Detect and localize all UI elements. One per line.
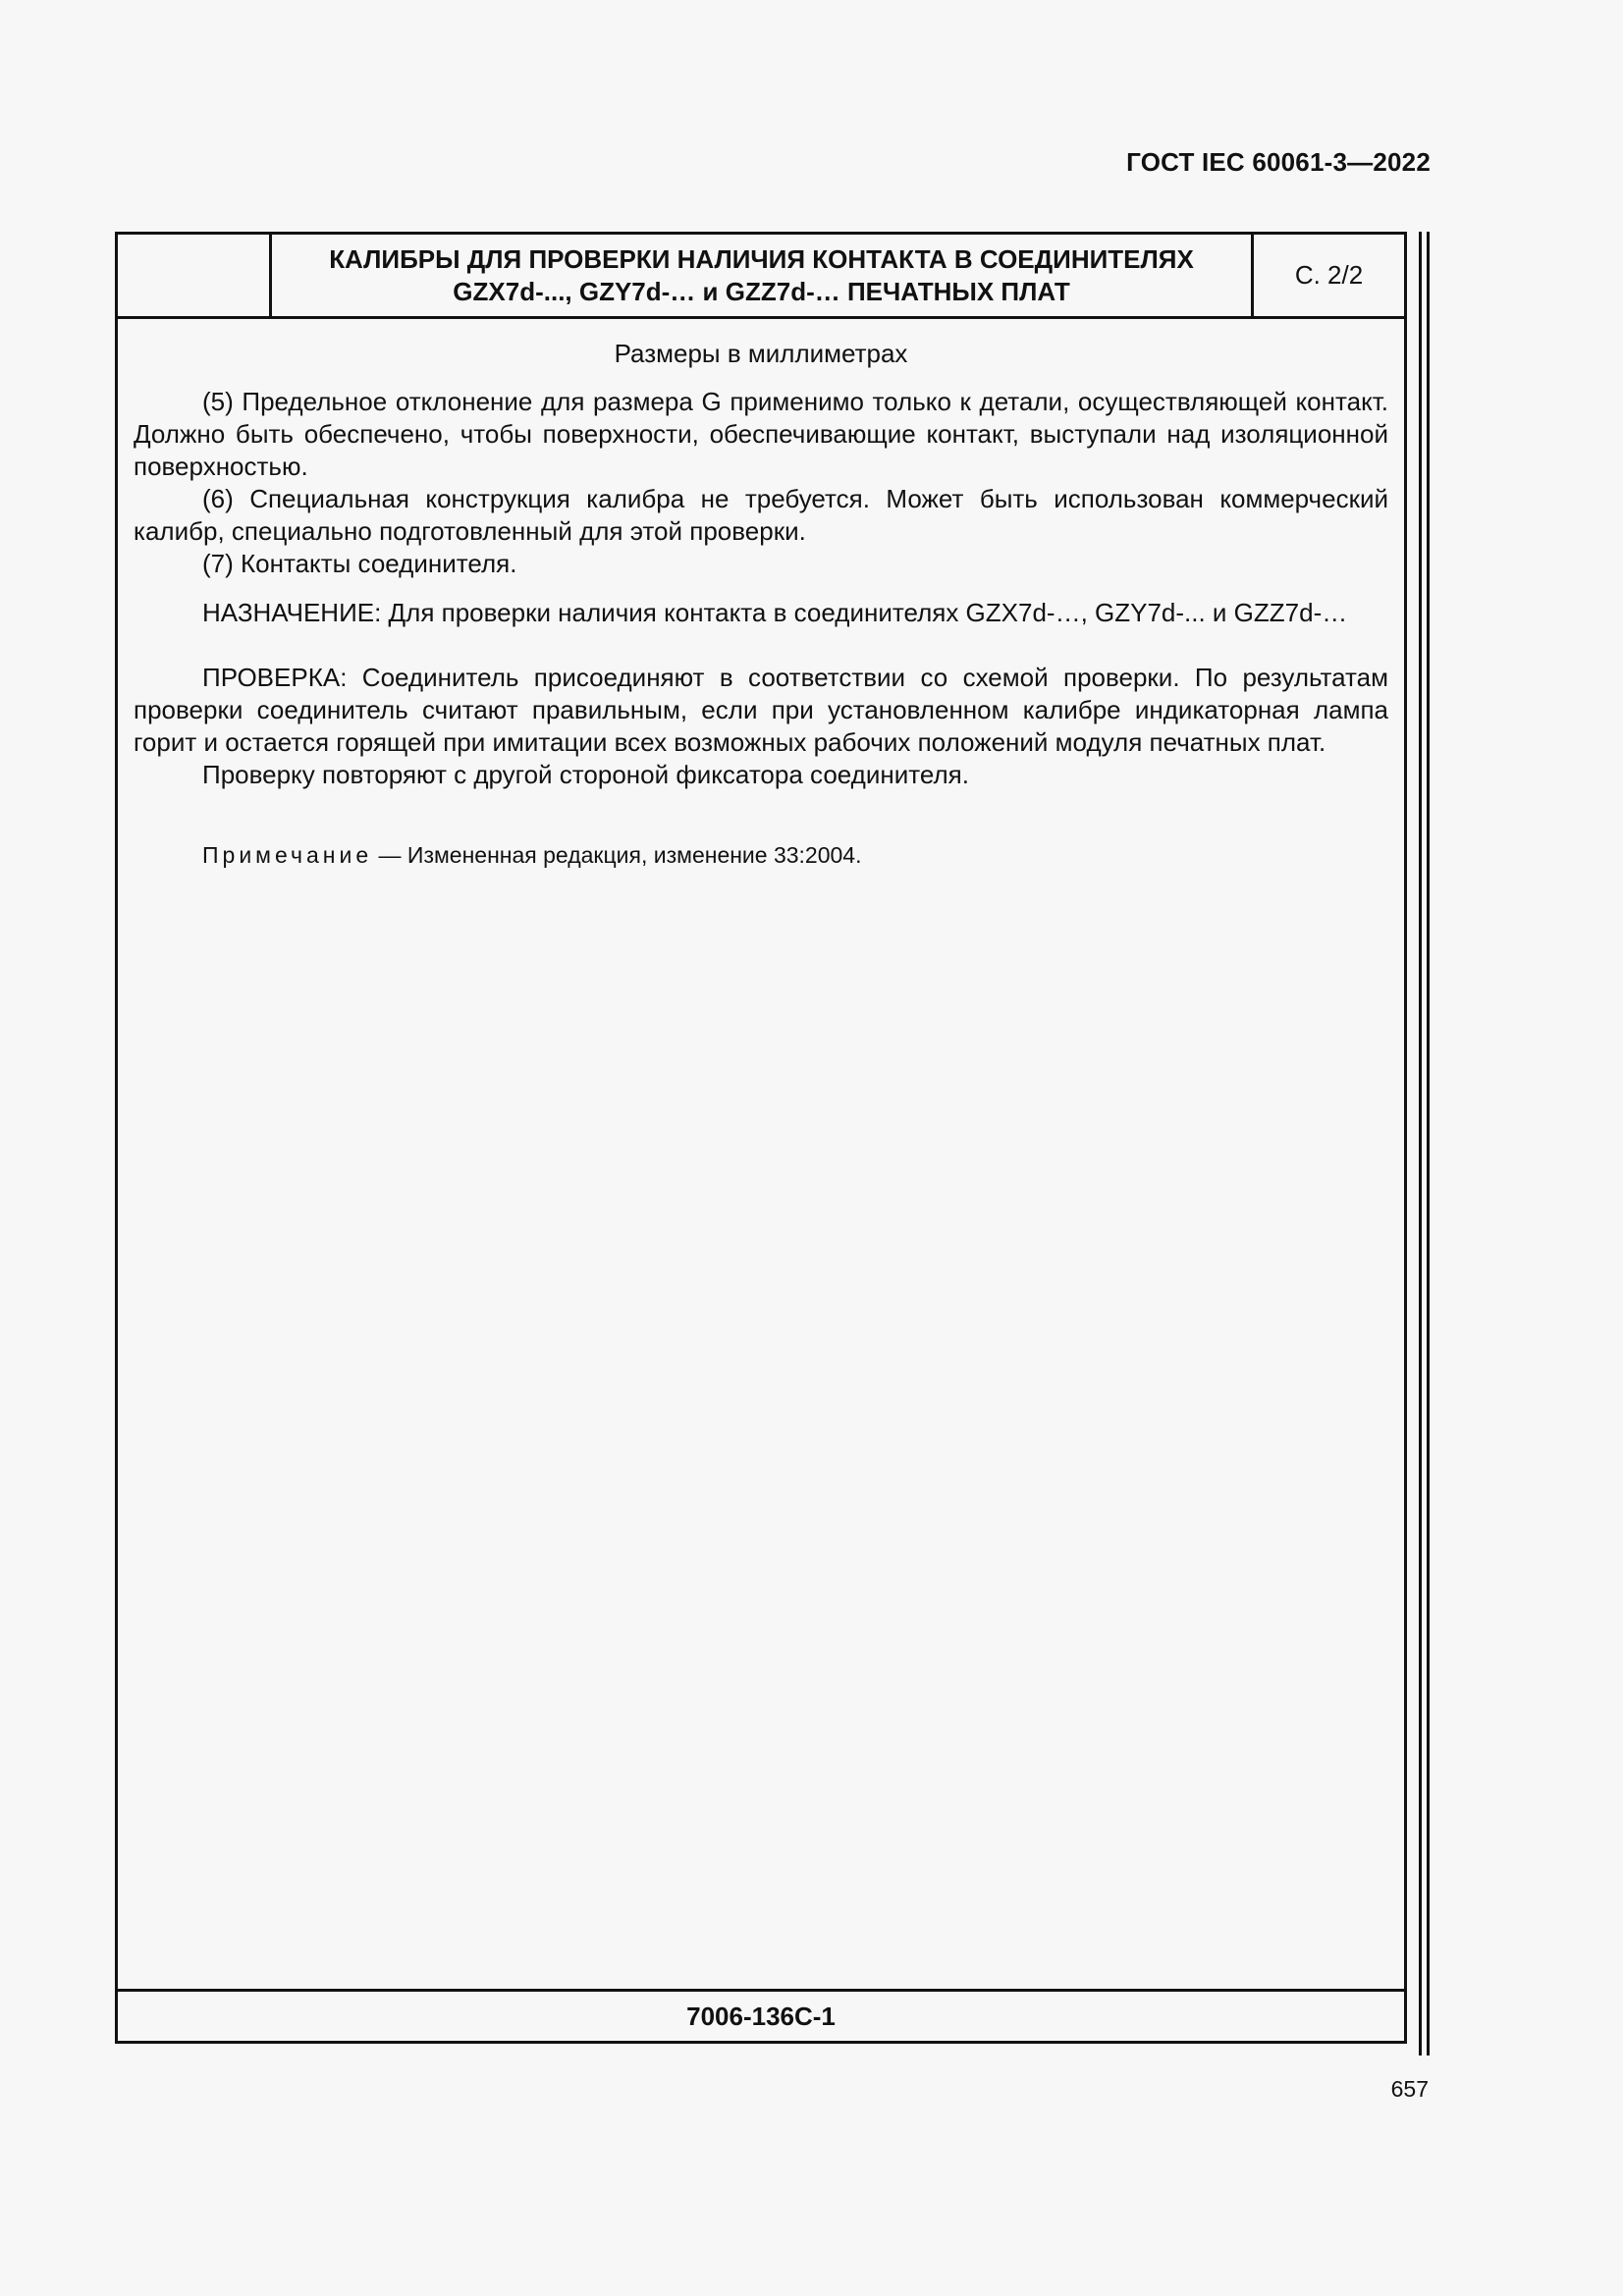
- sheet-frame: [115, 232, 1407, 2044]
- repeat-paragraph: Проверку повторяют с другой стороной фиксатора соединителя.: [202, 760, 969, 789]
- sheet-title-line2: GZX7d-..., GZY7d-… и GZZ7d-… ПЕЧАТНЫХ ПЛАТ: [453, 276, 1070, 306]
- side-rule: [1427, 232, 1430, 2056]
- remark: [134, 840, 1388, 870]
- page-number: 657: [1390, 2076, 1429, 2102]
- document-code: ГОСТ IEC 60061-3—2022: [1126, 147, 1431, 177]
- purpose-paragraph: НАЗНАЧЕНИЕ: Для проверки наличия контакта в соединителях GZX7d-…, GZY7d-... и GZZ7d-…: [202, 598, 1348, 627]
- header-empty-cell: [118, 235, 272, 316]
- note-6: (6) Специальная конструкция калибра не требуется. Может быть использован коммерческий калибр, специально подготовленный для этой проверки.: [134, 484, 1388, 546]
- sheet-page-label: С. 2/2: [1294, 260, 1364, 290]
- note-7: (7) Контакты соединителя.: [202, 549, 517, 578]
- sheet-header: [118, 235, 1404, 319]
- check-paragraph: ПРОВЕРКА: Соединитель присоединяют в соответствии со схемой проверки. По результатам проверки соединитель считают правильным, если при установленном калибре индикаторная лампа горит и остается горящей при имитации всех возможных рабочих положений модуля печатных плат.: [134, 663, 1388, 757]
- remark-text: — Измененная редакция, изменение 33:2004.: [372, 842, 862, 868]
- note-5: (5) Предельное отклонение для размера G применимо только к детали, осуществляющей контакт. Должно быть обеспечено, чтобы поверхности, обеспечивающие контакт, выступали над изоляционной поверхностью.: [134, 387, 1388, 481]
- remark-label: Примечание: [202, 842, 373, 868]
- sheet-title-line1: КАЛИБРЫ ДЛЯ ПРОВЕРКИ НАЛИЧИЯ КОНТАКТА В СОЕДИНИТЕЛЯХ: [329, 243, 1194, 274]
- sheet-title: [272, 235, 1254, 316]
- sheet-footer-code: 7006-136С-1: [118, 1989, 1404, 2041]
- side-rule: [1419, 232, 1422, 2056]
- dimensions-note: Размеры в миллиметрах: [614, 339, 908, 368]
- sheet-content: [134, 386, 1388, 870]
